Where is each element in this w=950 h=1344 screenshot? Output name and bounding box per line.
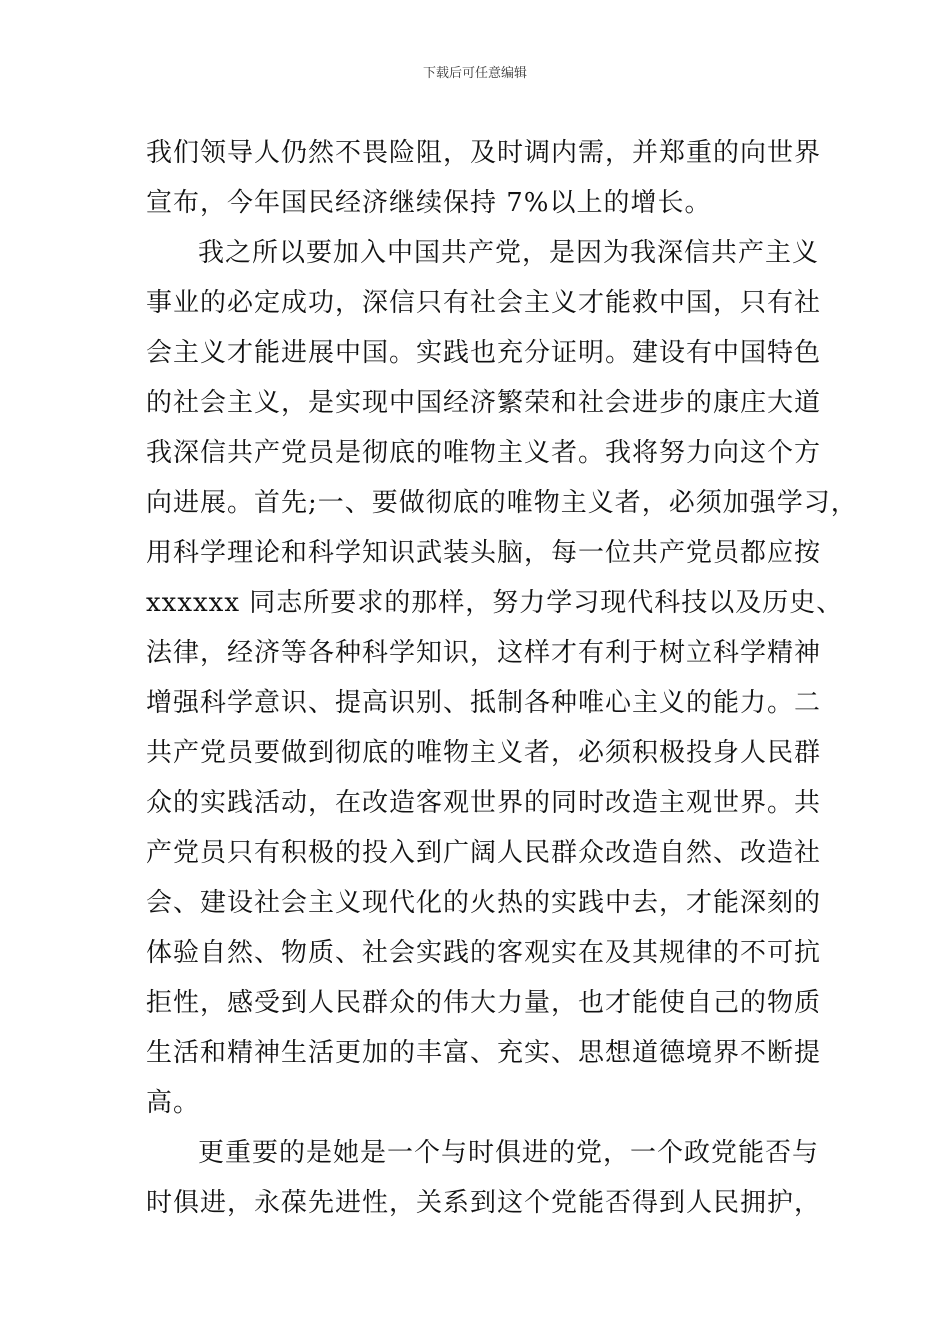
text-line: 时俱进，永葆先进性，关系到这个党能否得到人民拥护， bbox=[146, 1188, 822, 1218]
text-line: 增强科学意识、提高识别、抵制各种唯心主义的能力。二 bbox=[146, 688, 822, 718]
text-line: 法律，经济等各种科学知识，这样才有利于树立科学精神 bbox=[146, 638, 822, 668]
text-line: xxxxxx 同志所要求的那样，努力学习现代科技以及历史、 bbox=[146, 588, 844, 618]
text-line: 我深信共产党员是彻底的唯物主义者。我将努力向这个方 bbox=[146, 438, 822, 468]
text-line: 会、建设社会主义现代化的火热的实践中去，才能深刻的 bbox=[146, 888, 822, 918]
text-line: 共产党员要做到彻底的唯物主义者，必须积极投身人民群 bbox=[146, 738, 822, 768]
text-line: 高。 bbox=[146, 1088, 201, 1118]
paragraph-first-line: 我之所以要加入中国共产党，是因为我深信共产主义 bbox=[198, 238, 820, 268]
document-body bbox=[146, 128, 858, 1228]
text-line: 的社会主义，是实现中国经济繁荣和社会进步的康庄大道 bbox=[146, 388, 822, 418]
text-line: 生活和精神生活更加的丰富、充实、思想道德境界不断提 bbox=[146, 1038, 822, 1068]
text-line: 众的实践活动，在改造客观世界的同时改造主观世界。共 bbox=[146, 788, 822, 818]
text-line: 我们领导人仍然不畏险阻，及时调内需，并郑重的向世界 bbox=[146, 138, 822, 168]
text-line: 拒性，感受到人民群众的伟大力量，也才能使自己的物质 bbox=[146, 988, 822, 1018]
paragraph-first-line: 更重要的是她是一个与时俱进的党，一个政党能否与 bbox=[198, 1138, 820, 1168]
text-line: 向进展。首先;一、要做彻底的唯物主义者，必须加强学习， bbox=[146, 488, 858, 518]
text-line: 事业的必定成功，深信只有社会主义才能救中国，只有社 bbox=[146, 288, 822, 318]
text-line: 用科学理论和科学知识武装头脑，每一位共产党员都应按 bbox=[146, 538, 822, 568]
text-line: 宣布，今年国民经济继续保持 7%以上的增长。 bbox=[146, 188, 712, 218]
text-line: 体验自然、物质、社会实践的客观实在及其规律的不可抗 bbox=[146, 938, 822, 968]
text-line: 产党员只有积极的投入到广阔人民群众改造自然、改造社 bbox=[146, 838, 822, 868]
text-line: 会主义才能进展中国。实践也充分证明。建设有中国特色 bbox=[146, 338, 822, 368]
page-header: 下载后可任意编辑 bbox=[422, 66, 527, 81]
